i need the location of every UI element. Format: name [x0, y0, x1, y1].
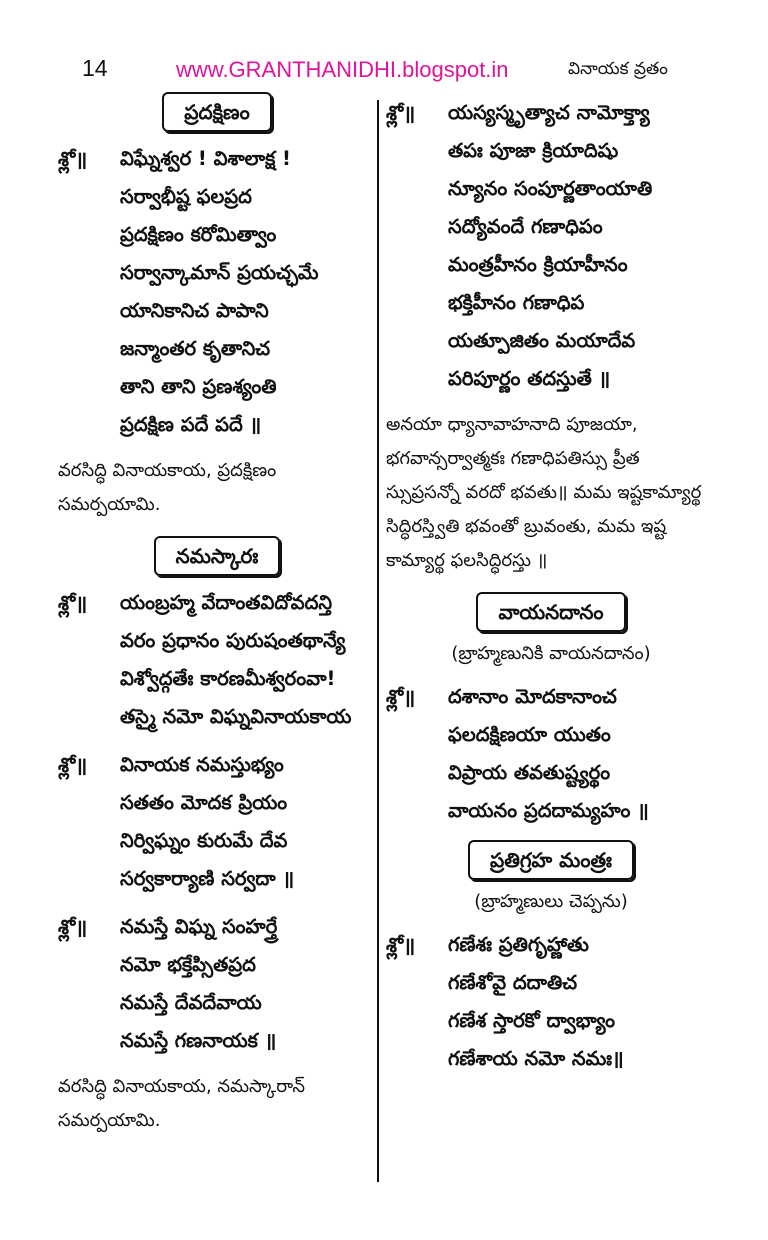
page-number: 14 [82, 55, 108, 81]
sloka-mark: శ్లో॥ [58, 915, 88, 939]
sloka-line: సతతం మోదక ప్రియం [120, 791, 288, 814]
sloka-line: విశ్వోద్గతేః కారణమీశ్వరంవా! [120, 667, 336, 690]
sloka-line: నమో భక్తేప్సితప్రద [120, 953, 256, 976]
sloka-line: దశానాం మోదకానాంచ [448, 685, 617, 708]
section-subtitle: (బ్రాహ్మణునికి వాయనదానం) [451, 643, 651, 664]
sloka-line: విఘ్నేశ్వర ! విశాలాక్ష ! [120, 147, 291, 170]
site-url[interactable]: www.GRANTHANIDHI.blogspot.in [176, 57, 509, 82]
sloka-line: మంత్రహీనం క్రియాహీనం [448, 253, 628, 276]
section-title-pradakshinam: ప్రదక్షిణం [162, 92, 271, 132]
prose-paragraph: వరసిద్ధి వినాయకాయ, ప్రదక్షిణం సమర్పయామి. [58, 460, 277, 515]
sloka-block [386, 678, 716, 830]
sloka-mark: శ్లో॥ [58, 147, 88, 171]
sloka-line: నమస్తే దేవదేవాయ [120, 991, 262, 1014]
sloka-line: నిర్విఘ్నం కురుమే దేవ [120, 829, 288, 852]
sloka-line: తపః పూజా క్రియాదిషు [448, 139, 619, 162]
sloka-line: పరిపూర్ణం తదస్తుతే ॥ [448, 367, 611, 390]
sloka-line: ఫలదక్షిణయా యుతం [448, 723, 611, 746]
sloka-line: న్యూనం సంపూర్ణతాంయాతి [448, 177, 653, 200]
sloka-block [58, 746, 376, 898]
sloka-line: భక్తిహీనం గణాధిప [448, 291, 585, 314]
section-title-vayanadanam: వాయనదానం [476, 592, 625, 632]
page-header [0, 55, 768, 95]
sloka-line: గణేశ స్తారకో ద్వాభ్యాం [448, 1009, 616, 1032]
sloka-block [386, 926, 716, 1078]
section-title-namaskaram: నమస్కారః [154, 536, 281, 576]
sloka-line: ప్రదక్షిణ పదే పదే ॥ [120, 413, 262, 436]
sloka-line: ప్రదక్షిణం కరోమిత్వాం [120, 223, 277, 246]
sloka-line: యత్పూజితం మయాదేవ [448, 329, 636, 352]
sloka-line: యానికానిచ పాపాని [120, 299, 269, 322]
sloka-line: గణేశాయ నమో నమః॥ [448, 1047, 624, 1070]
sloka-line: గణేశః ప్రతిగృహ్ణాతు [448, 933, 589, 956]
sloka-line: వినాయక నమస్తుభ్యం [120, 753, 284, 776]
sloka-line: వాయనం ప్రదదామ్యహం ॥ [448, 799, 649, 822]
sloka-line: సర్వకార్యాణి సర్వదా ॥ [120, 867, 295, 890]
sloka-mark: శ్లో॥ [58, 591, 88, 615]
right-column [386, 92, 716, 1088]
prose-paragraph: అనయా ధ్యానావాహనాది పూజయా, భగవాన్సర్వాత్మకః గణాధిపతిస్సు ప్రీత స్సుప్రసన్నో వరదో భవతు॥ మమ ఇష్టకామ్యార్థ సిద్ధిరస్త్వితి భవంతో బ్రువంతు, మమ ఇష్ట కామ్యార్థ ఫలసిద్ధిరస్తు ॥ [386, 414, 702, 571]
sloka-mark: శ్లో॥ [386, 685, 416, 709]
sloka-line: నమస్తే గణనాయక ॥ [120, 1029, 277, 1052]
sloka-line: సద్యోవందే గణాధిపం [448, 215, 603, 238]
sloka-block [58, 140, 376, 444]
sloka-mark: శ్లో॥ [58, 753, 88, 777]
sloka-block [58, 908, 376, 1060]
sloka-line: గణేశోవై దదాతిచ [448, 971, 578, 994]
sloka-line: యస్యస్మృత్యాచ నామోక్త్యా [448, 101, 650, 124]
sloka-line: వరం ప్రధానం పురుషంతథాన్యే [120, 629, 346, 652]
sloka-mark: శ్లో॥ [386, 933, 416, 957]
sloka-line: నమస్తే విఘ్న సంహర్త్రే [120, 915, 278, 938]
section-title-pratigraha-mantra: ప్రతిగ్రహ మంత్రః [468, 840, 634, 880]
sloka-line: జన్మాంతర కృతానిచ [120, 337, 271, 360]
sloka-line: తస్మై నమో విఘ్నవినాయకాయ [120, 705, 352, 728]
sloka-line: సర్వాన్కామాన్ ప్రయచ్ఛమే [120, 261, 319, 284]
prose-paragraph: వరసిద్ధి వినాయకాయ, నమస్కారాన్ సమర్పయామి. [58, 1076, 306, 1131]
left-column [58, 92, 376, 1152]
sloka-line: యంబ్రహ్మ వేదాంతవిదోవదన్తి [120, 591, 333, 614]
book-title: వినాయక వ్రతం [568, 59, 668, 79]
sloka-line: తాని తాని ప్రణశ్యంతి [120, 375, 277, 398]
sloka-block [386, 94, 716, 398]
sloka-mark: శ్లో॥ [386, 101, 416, 125]
column-divider [377, 100, 379, 1182]
sloka-line: సర్వాభీష్ట ఫలప్రద [120, 185, 252, 208]
sloka-line: విప్రాయ తవతుష్ట్యర్థం [448, 761, 611, 784]
section-subtitle: (బ్రాహ్మణులు చెప్పను) [474, 891, 628, 912]
sloka-block [58, 584, 376, 736]
